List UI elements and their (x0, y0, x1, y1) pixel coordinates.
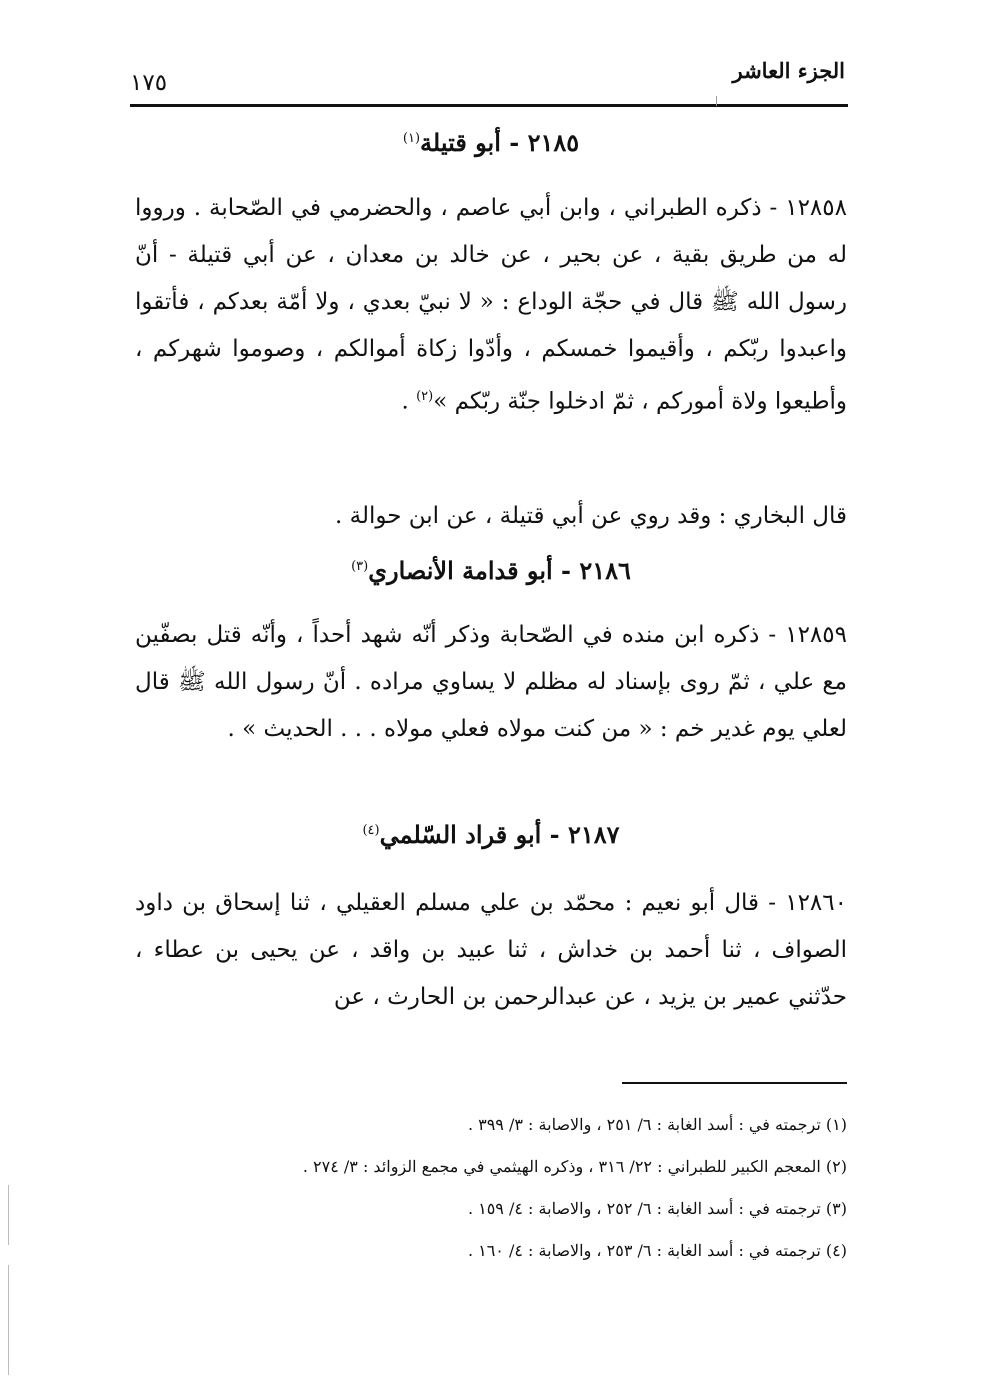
entry-paragraph-12860 (135, 880, 847, 1021)
footnote-ref: (٣) (351, 559, 369, 574)
volume-title: الجزء العاشر (732, 58, 845, 83)
footnote-2: (٢) المعجم الكبير للطبراني : ٢٢/ ٣١٦ ، وذكره الهيثمي في مجمع الزوائد : ٣/ ٢٧٤ . (302, 1157, 847, 1176)
footnotes (135, 1104, 847, 1272)
heading-text: ٢١٨٦ - أبو قدامة الأنصاري (368, 556, 631, 585)
heading-text: ٢١٨٧ - أبو قراد السّلمي (379, 820, 620, 849)
center-tick-mark (716, 96, 717, 106)
paragraph-text: قال البخاري : وقد روي عن أبي قتيلة ، عن ابن حوالة . (335, 503, 847, 529)
entry-paragraph-12859 (135, 612, 847, 753)
entry-heading-2186 (135, 556, 847, 585)
page-number: ١٧٥ (130, 70, 168, 96)
footnote-4: (٤) ترجمته في : أسد الغابة : ٦/ ٢٥٣ ، والاصابة : ٤/ ١٦٠ . (467, 1241, 847, 1260)
running-header (130, 58, 845, 98)
paragraph-text: ١٢٨٥٨ - ذكره الطبراني ، وابن أبي عاصم ، والحضرمي في الصّحابة . ورووا له من طريق بقية ، عن بحير ، عن خالد بن معدان ، عن أبي قتيلة - أنّ رسول الله ﷺ قال في حجّة الوداع : « لا نبيّ بعدي ، ولا أمّة بعدكم ، فأتقوا واعبدوا ربّكم ، وأقيموا خمسكم ، وأدّوا زكاة أموالكم ، وصوموا شهركم ، وأطيعوا ولاة أموركم ، ثمّ ادخلوا جنّة ربّكم » (135, 195, 847, 415)
scan-margin-mark (8, 1265, 9, 1375)
footnote-3: (٣) ترجمته في : أسد الغابة : ٦/ ٢٥٢ ، والاصابة : ٤/ ١٥٩ . (467, 1199, 847, 1218)
paragraph-text: ١٢٨٥٩ - ذكره ابن منده في الصّحابة وذكر أنّه شهد أحداً ، وأنّه قتل بصفّين مع علي ، ثمّ روى بإسناد له مظلم لا يساوي مراده . أنّ رسول الله ﷺ قال لعلي يوم غدير خم : « من كنت مولاه فعلي مولاه . . . الحديث » . (135, 622, 847, 742)
bukhari-note (135, 493, 847, 540)
entry-heading-2185 (135, 128, 847, 157)
footnote-ref: (٢) (416, 389, 434, 404)
footnote-1: (١) ترجمته في : أسد الغابة : ٦/ ٢٥١ ، والاصابة : ٣/ ٣٩٩ . (467, 1115, 847, 1134)
footnote-separator (622, 1082, 847, 1084)
paragraph-end: . (401, 388, 417, 415)
footnote-ref: (١) (402, 131, 421, 146)
entry-heading-2187 (135, 820, 847, 849)
paragraph-text: ١٢٨٦٠ - قال أبو نعيم : محمّد بن علي مسلم العقيلي ، ثنا إسحاق بن داود الصواف ، ثنا أحمد بن خداش ، ثنا عبيد بن واقد ، عن يحيى بن عطاء ، حدّثني عمير بن يزيد ، عن عبدالرحمن بن الحارث ، عن (135, 890, 847, 1010)
scan-margin-mark (8, 1185, 9, 1245)
entry-paragraph-12858 (135, 185, 847, 426)
footnote-ref: (٤) (362, 823, 380, 838)
heading-text: ٢١٨٥ - أبو قتيلة (420, 128, 580, 157)
header-rule (130, 104, 848, 107)
